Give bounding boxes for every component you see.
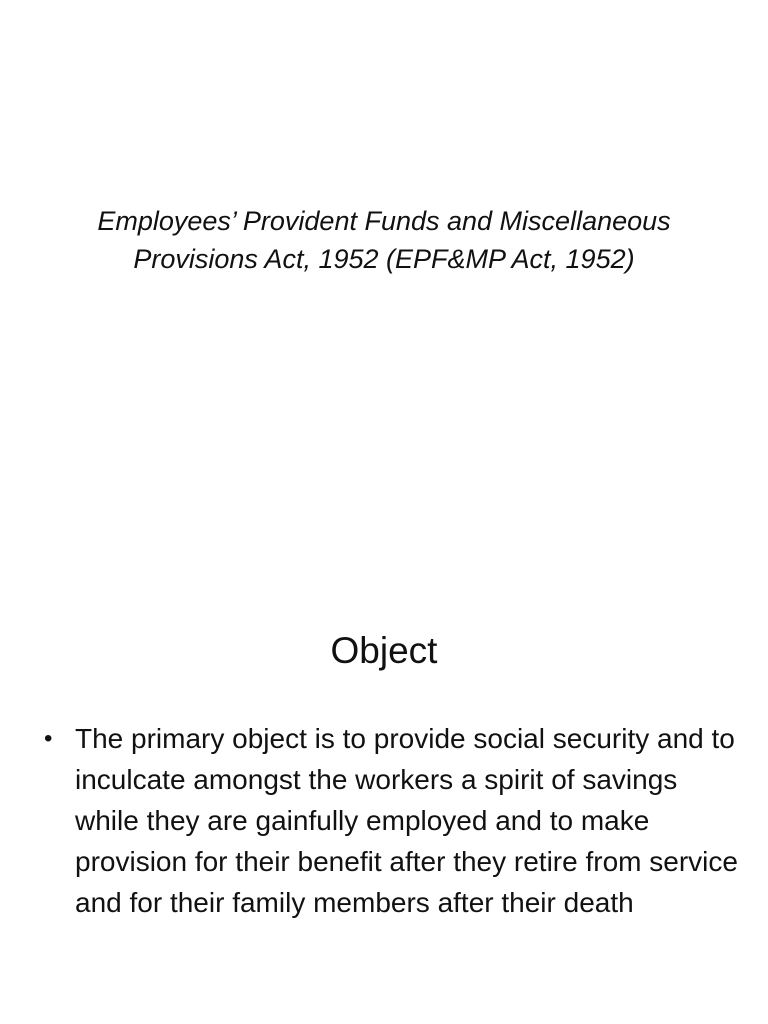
section-heading: Object [330,630,438,671]
slide-title: Employees’ Provident Funds and Miscellaneous Provisions Act, 1952 (EPF&MP Act, 1952) [97,206,671,274]
content-slide [0,576,768,1024]
bullet-text: The primary object is to provide social security and to inculcate amongst the workers a spirit of savings while they are gainfully employed and to make provision for their benefit after they retire from service and for their family members after their death [75,723,738,918]
bullet-icon: • [44,725,53,752]
bullet-item [44,718,738,923]
bullet-list [44,718,738,923]
